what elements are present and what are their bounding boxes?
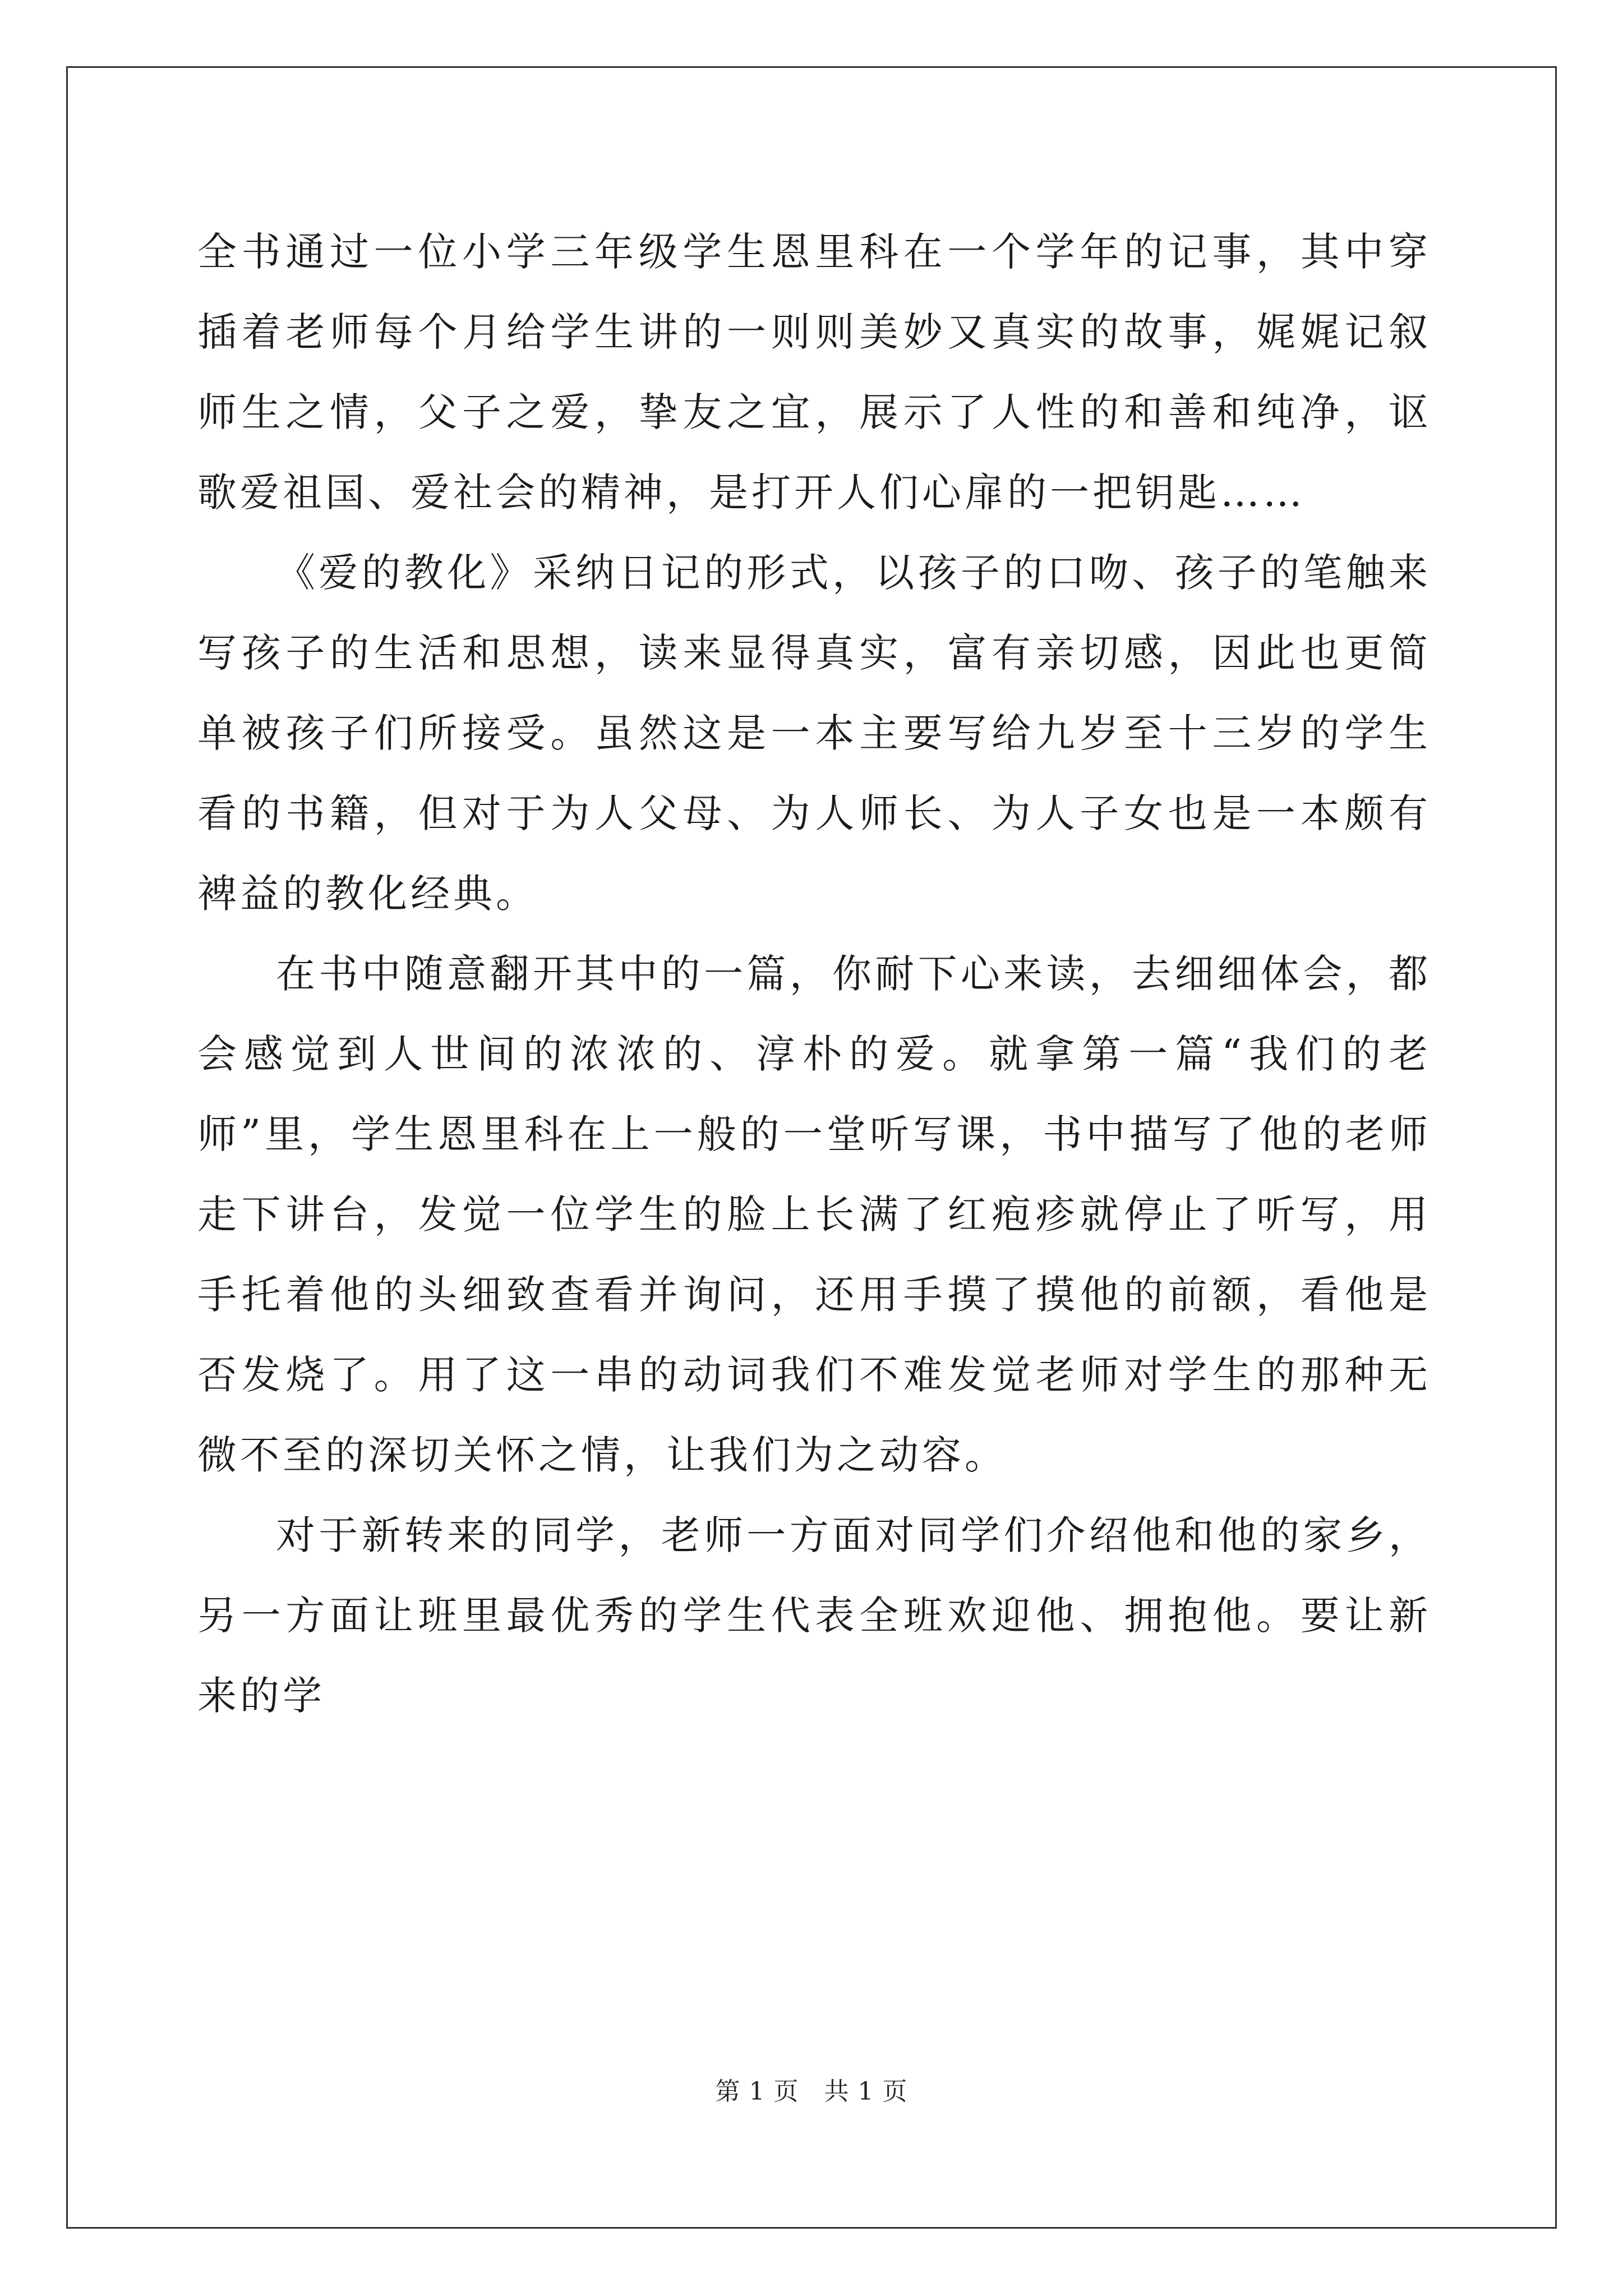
document-body <box>197 212 1431 1736</box>
paragraph-3: 在书中随意翻开其中的一篇，你耐下心来读，去细细体会，都会感觉到人世间的浓浓的、淳朴的爱。就拿第一篇“我们的老师”里，学生恩里科在上一般的一堂听写课，书中描写了他的老师走下讲台，发觉一位学生的脸上长满了红疱疹就停止了听写，用手托着他的头细致查看并询问，还用手摸了摸他的前额，看他是否发烧了。用了这一串的动词我们不难发觉老师对学生的那种无微不至的深切关怀之情，让我们为之动容。 <box>197 951 1431 1478</box>
paragraph-4: 对于新转来的同学，老师一方面对同学们介绍他和他的家乡，另一方面让班里最优秀的学生代表全班欢迎他、拥抱他。要让新来的学 <box>197 1512 1431 1719</box>
paragraph-1: 全书通过一位小学三年级学生恩里科在一个学年的记事，其中穿插着老师每个月给学生讲的一则则美妙又真实的故事，娓娓记叙师生之情，父子之爱，挚友之宜，展示了人性的和善和纯净，讴歌爱祖国、爱社会的精神，是打开人们心扉的一把钥匙…… <box>197 229 1431 516</box>
page-number-footer: 第 1 页 共 1 页 <box>715 2077 908 2106</box>
paragraph-2: 《爱的教化》采纳日记的形式，以孩子的口吻、孩子的笔触来写孩子的生活和思想，读来显得真实，富有亲切感，因此也更简单被孩子们所接受。虽然这是一本主要写给九岁至十三岁的学生看的书籍，但对于为人父母、为人师长、为人子女也是一本颇有裨益的教化经典。 <box>197 550 1431 917</box>
